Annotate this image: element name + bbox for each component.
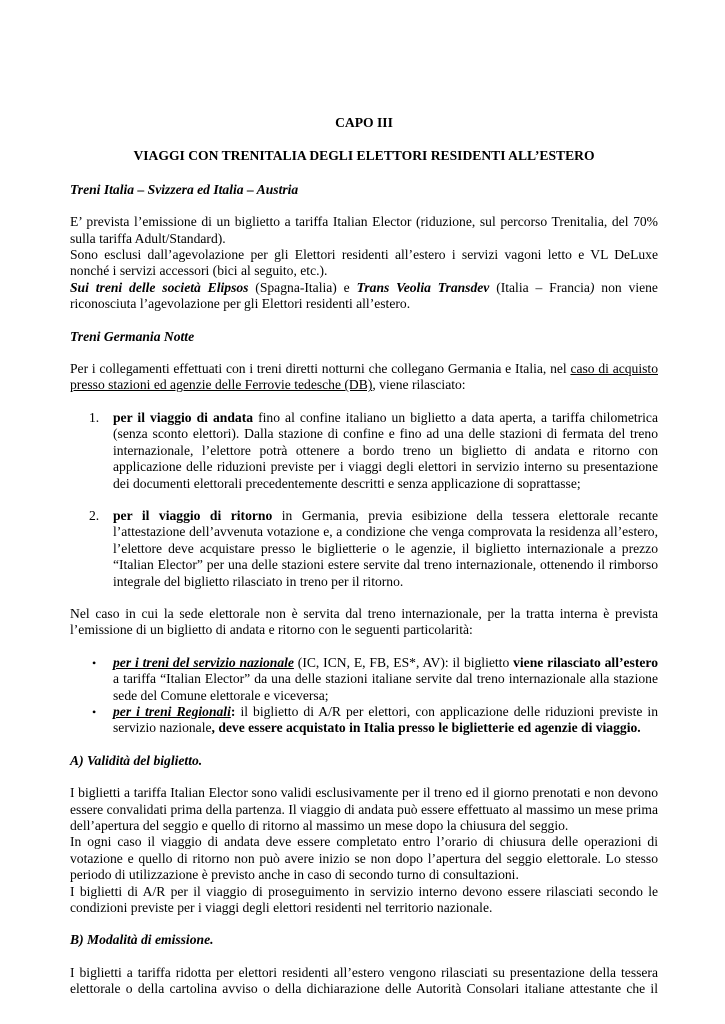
list-marker: 1. xyxy=(89,409,100,425)
item-bold: , deve essere acquistato in Italia presso le biglietterie ed agenzie di viaggio. xyxy=(211,720,641,736)
list-item xyxy=(70,655,658,704)
paragraph-italian-elector: E’ prevista l’emissione di un biglietto a tariffa Italian Elector (riduzione, sul percorso Trenitalia, del 70% sulla tariffa Adult/Standard). xyxy=(70,214,658,246)
item-text: a tariffa “Italian Elector” da una delle stazioni italiane servite dal treno internazionale alla stazione sede del Comune elettorale e viceversa; xyxy=(113,671,658,703)
text-fragment: (Italia – Francia xyxy=(489,279,590,295)
text-fragment: , viene rilasciato: xyxy=(372,377,466,393)
section-title-validita: A) Validità del biglietto. xyxy=(70,752,203,768)
paragraph-validita-2: In ogni caso il viaggio di andata deve essere completato entro l’orario di chiusura delle operazioni di votazione e quello di ritorno non può avere inizio se non dopo l’apertura del seggio elettorale. Lo stesso periodo di utilizzazione è previsto anche in caso di secondo turno di consultazioni. xyxy=(70,834,658,883)
list-marker: 2. xyxy=(89,507,100,523)
numbered-list xyxy=(70,410,658,590)
paragraph-validita-3: I biglietti di A/R per il viaggio di proseguimento in servizio interno devono essere rilasciati secondo le condizioni previste per i viaggi degli elettori residenti nel territorio nazionale. xyxy=(70,883,658,916)
list-item xyxy=(70,508,658,590)
paragraph-validita-1: I biglietti a tariffa Italian Elector sono validi esclusivamente per il treno ed il giorno prenotati e non devono essere convalidati prima della partenza. Il viaggio di andata può essere effettuato al massimo un mese prima dell’apertura del seggio e quello di ritorno al massimo un mese dopo la chiusura del seggio. xyxy=(70,785,658,833)
bullet-title: per i treni del servizio nazionale xyxy=(113,654,294,670)
item-text: il biglietto di A/R per elettori, con applicazione delle riduzioni previste in servizio nazionale xyxy=(113,703,659,736)
item-bold: per il viaggio di ritorno xyxy=(113,507,273,523)
document-page xyxy=(70,115,658,998)
bullet-marker: • xyxy=(92,704,97,719)
section-title-italia-svizzera: Treni Italia – Svizzera ed Italia – Austria xyxy=(70,181,299,197)
item-text: (IC, ICN, E, FB, ES*, AV): il biglietto xyxy=(293,654,514,670)
chapter-title: VIAGGI CON TRENITALIA DEGLI ELETTORI RESIDENTI ALL’ESTERO xyxy=(133,148,595,164)
item-text: in Germania, previa esibizione della tessera elettorale recante l’attestazione dell’avvenuta votazione e, a condizione che venga comprovata la residenza all’estero, l’elettore deve acquistare presso le biglietterie o le agenzie, il biglietto internazionale a prezzo “Italian Elector” per una delle stazioni estere servite dal treno internazionale, ottenendo il rimborso integrale del biglietto rilasciato in treno per il ritorno. xyxy=(113,507,658,589)
text-fragment: ) xyxy=(589,279,595,295)
text-fragment: (Spagna-Italia) e xyxy=(248,279,357,295)
bullet-title: per i treni Regionali xyxy=(113,703,231,719)
item-bold: : xyxy=(230,703,236,719)
underlined-text: caso di acquisto presso stazioni ed agenzie delle Ferrovie tedesche (DB) xyxy=(70,361,658,393)
item-text: fino al confine italiano un biglietto a data aperta, a tariffa chilometrica (senza sconto elettori). Dalla stazione di confine e fino ad una delle stazioni di fermata del treno internazionale, l’elettore potrà ottenere a bordo treno un biglietto di andata e ritorno con applicazione delle riduzioni previste per i viaggi degli elettori in servizio interno su presentazione dei documenti elettorali precedentemente descritti e senza applicazione di soprattasse; xyxy=(113,409,658,491)
elipsos-label: Sui treni delle società Elipsos xyxy=(70,279,249,295)
list-item xyxy=(70,410,658,492)
item-bold: viene rilasciato all’estero xyxy=(513,654,658,670)
item-bold: per il viaggio di andata xyxy=(113,409,254,425)
text-fragment: Per i collegamenti effettuati con i treni diretti notturni che collegano Germania e Italia, nel xyxy=(70,361,571,377)
paragraph-modalita-1: I biglietti a tariffa ridotta per elettori residenti all’estero vengono rilasciati su presentazione della tessera elettorale o della cartolina avviso o della dichiarazione delle Autorità Consolari italiane attestante che il xyxy=(70,964,658,997)
veolia-label: Trans Veolia Transdev xyxy=(356,279,490,295)
chapter-heading: CAPO III xyxy=(335,115,393,130)
paragraph-elipsos xyxy=(70,280,658,313)
list-item xyxy=(70,704,658,737)
section-title-modalita: B) Modalità di emissione. xyxy=(70,932,214,948)
text-fragment: non viene riconosciuta l’agevolazione per gli Elettori residenti all’estero. xyxy=(70,279,658,312)
paragraph-collegamenti xyxy=(70,361,658,394)
paragraph-sede-elettorale: Nel caso in cui la sede elettorale non è servita dal treno internazionale, per la tratta interna è prevista l’emissione di un biglietto di andata e ritorno con le seguenti particolarità: xyxy=(70,605,658,638)
section-title-germania-notte: Treni Germania Notte xyxy=(70,328,195,344)
bullet-list xyxy=(70,655,658,737)
bullet-marker: • xyxy=(92,655,97,670)
paragraph-esclusi: Sono esclusi dall’agevolazione per gli Elettori residenti all’estero i servizi vagoni letto e VL DeLuxe nonché i servizi accessori (bici al seguito, etc.). xyxy=(70,247,658,279)
